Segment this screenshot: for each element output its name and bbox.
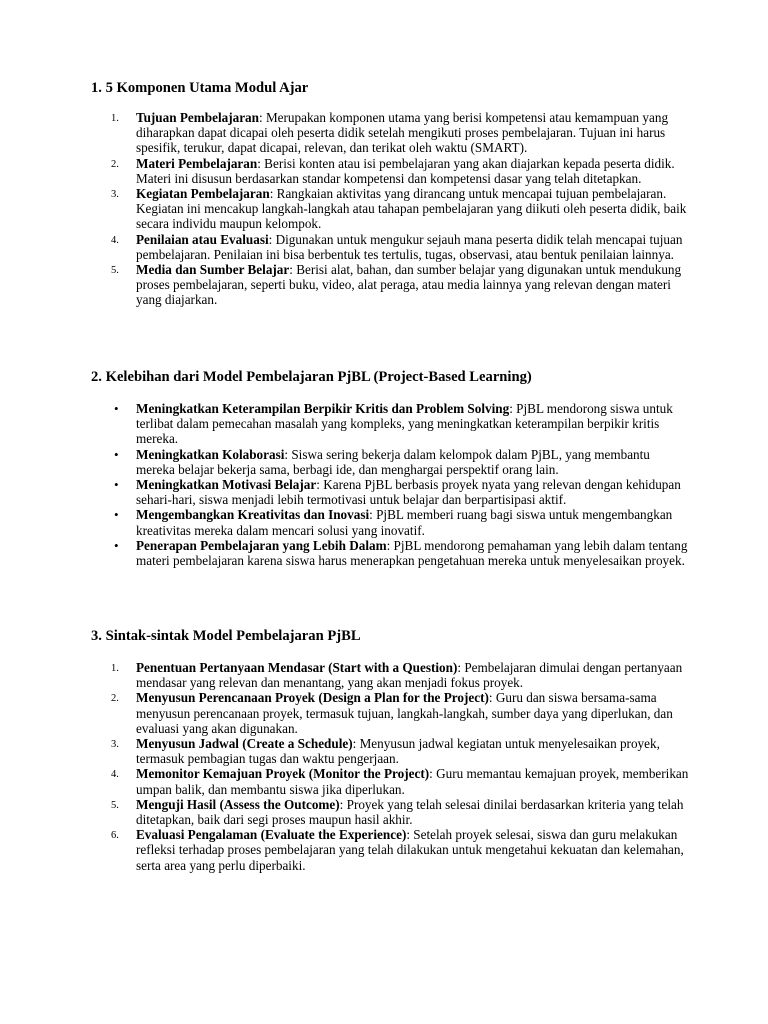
item-description: : Berisi konten atau isi pembelajaran yang akan diajarkan kepada peserta didik. Materi ini disusun berdasarkan standar kompetensi dan kompetensi dasar yang telah ditetapkan.: [136, 155, 675, 186]
section-components: [91, 79, 691, 308]
numbered-list: [91, 110, 691, 308]
section-heading: 2. Kelebihan dari Model Pembelajaran PjBL (Project-Based Learning): [91, 369, 532, 385]
list-item: [91, 827, 691, 873]
item-description: : PjBL mendorong pemahaman yang lebih dalam tentang materi pembelajaran karena siswa harus menerapkan pengetahuan mereka untuk menyelesaikan proyek.: [136, 537, 688, 569]
item-term: Meningkatkan Motivasi Belajar: [136, 477, 317, 493]
item-description: : Digunakan untuk mengukur sejauh mana peserta didik telah mencapai tujuan pembelajaran. Penilaian ini bisa berbentuk tes tertulis, tugas, observasi, atau bentuk penilaian lainnya.: [136, 231, 683, 262]
section-syntax: [91, 627, 691, 873]
list-marker: 4.: [111, 769, 119, 781]
item-description: : Merupakan komponen utama yang berisi kompetensi atau kemampuan yang diharapkan dapat dicapai oleh peserta didik setelah mengikuti proses pembelajaran. Tujuan ini harus spesifik, terukur, dapat dicapai, relevan, dan terikat oleh waktu (SMART).: [136, 110, 669, 156]
section-heading: 1. 5 Komponen Utama Modul Ajar: [91, 80, 309, 96]
item-term: Mengembangkan Kreativitas dan Inovasi: [136, 507, 370, 523]
bullet-marker: •: [114, 401, 119, 416]
item-description: : Rangkaian aktivitas yang dirancang untuk mencapai tujuan pembelajaran. Kegiatan ini mencakup langkah-langkah atau tahapan pembelajaran yang diikuti oleh peserta didik, baik secara individu maupun kelompok.: [136, 186, 687, 232]
list-marker: 3.: [111, 739, 119, 751]
item-description: : Karena PjBL berbasis proyek nyata yang relevan dengan kehidupan sehari-hari, siswa menjadi lebih termotivasi untuk belajar dan berpartisipasi aktif.: [136, 477, 681, 508]
item-term: Evaluasi Pengalaman (Evaluate the Experience): [136, 827, 407, 843]
item-description: : PjBL mendorong siswa untuk terlibat dalam pemecahan masalah yang kompleks, yang meningkatkan keterampilan berpikir kritis mereka.: [136, 401, 673, 447]
item-term: Menguji Hasil (Assess the Outcome): [136, 796, 340, 812]
list-item: [91, 507, 691, 537]
list-marker: 2.: [111, 158, 119, 170]
bullet-marker: •: [114, 537, 119, 553]
item-term: Penentuan Pertanyaan Mendasar (Start with a Question): [136, 660, 458, 675]
item-term: Penerapan Pembelajaran yang Lebih Dalam: [136, 537, 387, 553]
list-marker: 2.: [111, 693, 119, 705]
list-item: [91, 690, 691, 736]
item-term: Kegiatan Pembelajaran: [136, 186, 270, 202]
list-marker: 3.: [111, 189, 119, 201]
list-item: [91, 156, 691, 186]
list-item: [91, 262, 691, 308]
item-term: Menyusun Jadwal (Create a Schedule): [136, 736, 353, 752]
item-description: : Pembelajaran dimulai dengan pertanyaan mendasar yang relevan dan menantang, yang akan menjadi fokus proyek.: [136, 660, 683, 691]
numbered-list: [91, 660, 691, 873]
list-item: [91, 538, 691, 568]
bulleted-list: [91, 401, 691, 568]
item-term: Media dan Sumber Belajar: [136, 262, 290, 278]
list-marker: 4.: [111, 234, 119, 246]
list-item: [91, 186, 691, 232]
list-marker: 1.: [111, 113, 119, 124]
item-description: : Guru dan siswa bersama-sama menyusun perencanaan proyek, termasuk tujuan, langkah-langkah, sumber daya yang diperlukan, dan evaluasi yang akan digunakan.: [136, 690, 673, 736]
list-item: [91, 477, 691, 507]
item-term: Menyusun Perencanaan Proyek (Design a Plan for the Project): [136, 690, 489, 706]
bullet-marker: •: [114, 446, 119, 462]
item-description: : Proyek yang telah selesai dinilai berdasarkan kriteria yang telah ditetapkan, baik dari segi proses maupun hasil akhir.: [136, 796, 684, 828]
list-item: [91, 110, 691, 156]
item-description: : PjBL memberi ruang bagi siswa untuk mengembangkan kreativitas mereka dalam mencari solusi yang inovatif.: [136, 507, 673, 538]
item-description: : Siswa sering bekerja dalam kelompok dalam PjBL, yang membantu mereka belajar bekerja sama, berbagi ide, dan menghargai perspektif orang lain.: [136, 446, 650, 477]
item-description: : Berisi alat, bahan, dan sumber belajar yang digunakan untuk mendukung proses pembelajaran, seperti buku, video, alat peraga, atau media lainnya yang relevan dengan materi yang diajarkan.: [136, 262, 682, 308]
list-item: [91, 232, 691, 262]
item-description: : Guru memantau kemajuan proyek, memberikan umpan balik, dan membantu siswa jika diperlukan.: [136, 766, 689, 797]
list-marker: 6.: [111, 830, 119, 842]
item-term: Meningkatkan Keterampilan Berpikir Kritis dan Problem Solving: [136, 401, 510, 416]
item-term: Memonitor Kemajuan Proyek (Monitor the Project): [136, 766, 430, 782]
item-description: : Menyusun jadwal kegiatan untuk menyelesaikan proyek, termasuk pembagian tugas dan waktu pengerjaan.: [136, 736, 660, 767]
list-marker: 5.: [111, 799, 119, 811]
list-item: [91, 401, 691, 447]
list-marker: 5.: [111, 265, 119, 277]
item-term: Penilaian atau Evaluasi: [136, 231, 269, 247]
item-term: Materi Pembelajaran: [136, 155, 258, 171]
item-term: Tujuan Pembelajaran: [136, 110, 259, 125]
section-advantages: [91, 368, 691, 568]
list-marker: 1.: [111, 663, 119, 674]
item-term: Meningkatkan Kolaborasi: [136, 446, 285, 462]
bullet-marker: •: [114, 477, 119, 493]
item-description: : Setelah proyek selesai, siswa dan guru melakukan refleksi terhadap proses pembelajaran yang telah dilakukan untuk mengetahui kekuatan dan kelemahan, serta area yang perlu diperbaiki.: [136, 827, 684, 873]
section-heading: 3. Sintak-sintak Model Pembelajaran PjBL: [91, 628, 361, 644]
list-item: [91, 766, 691, 796]
list-item: [91, 660, 691, 690]
list-item: [91, 447, 691, 477]
list-item: [91, 736, 691, 766]
bullet-marker: •: [114, 507, 119, 523]
list-item: [91, 797, 691, 827]
